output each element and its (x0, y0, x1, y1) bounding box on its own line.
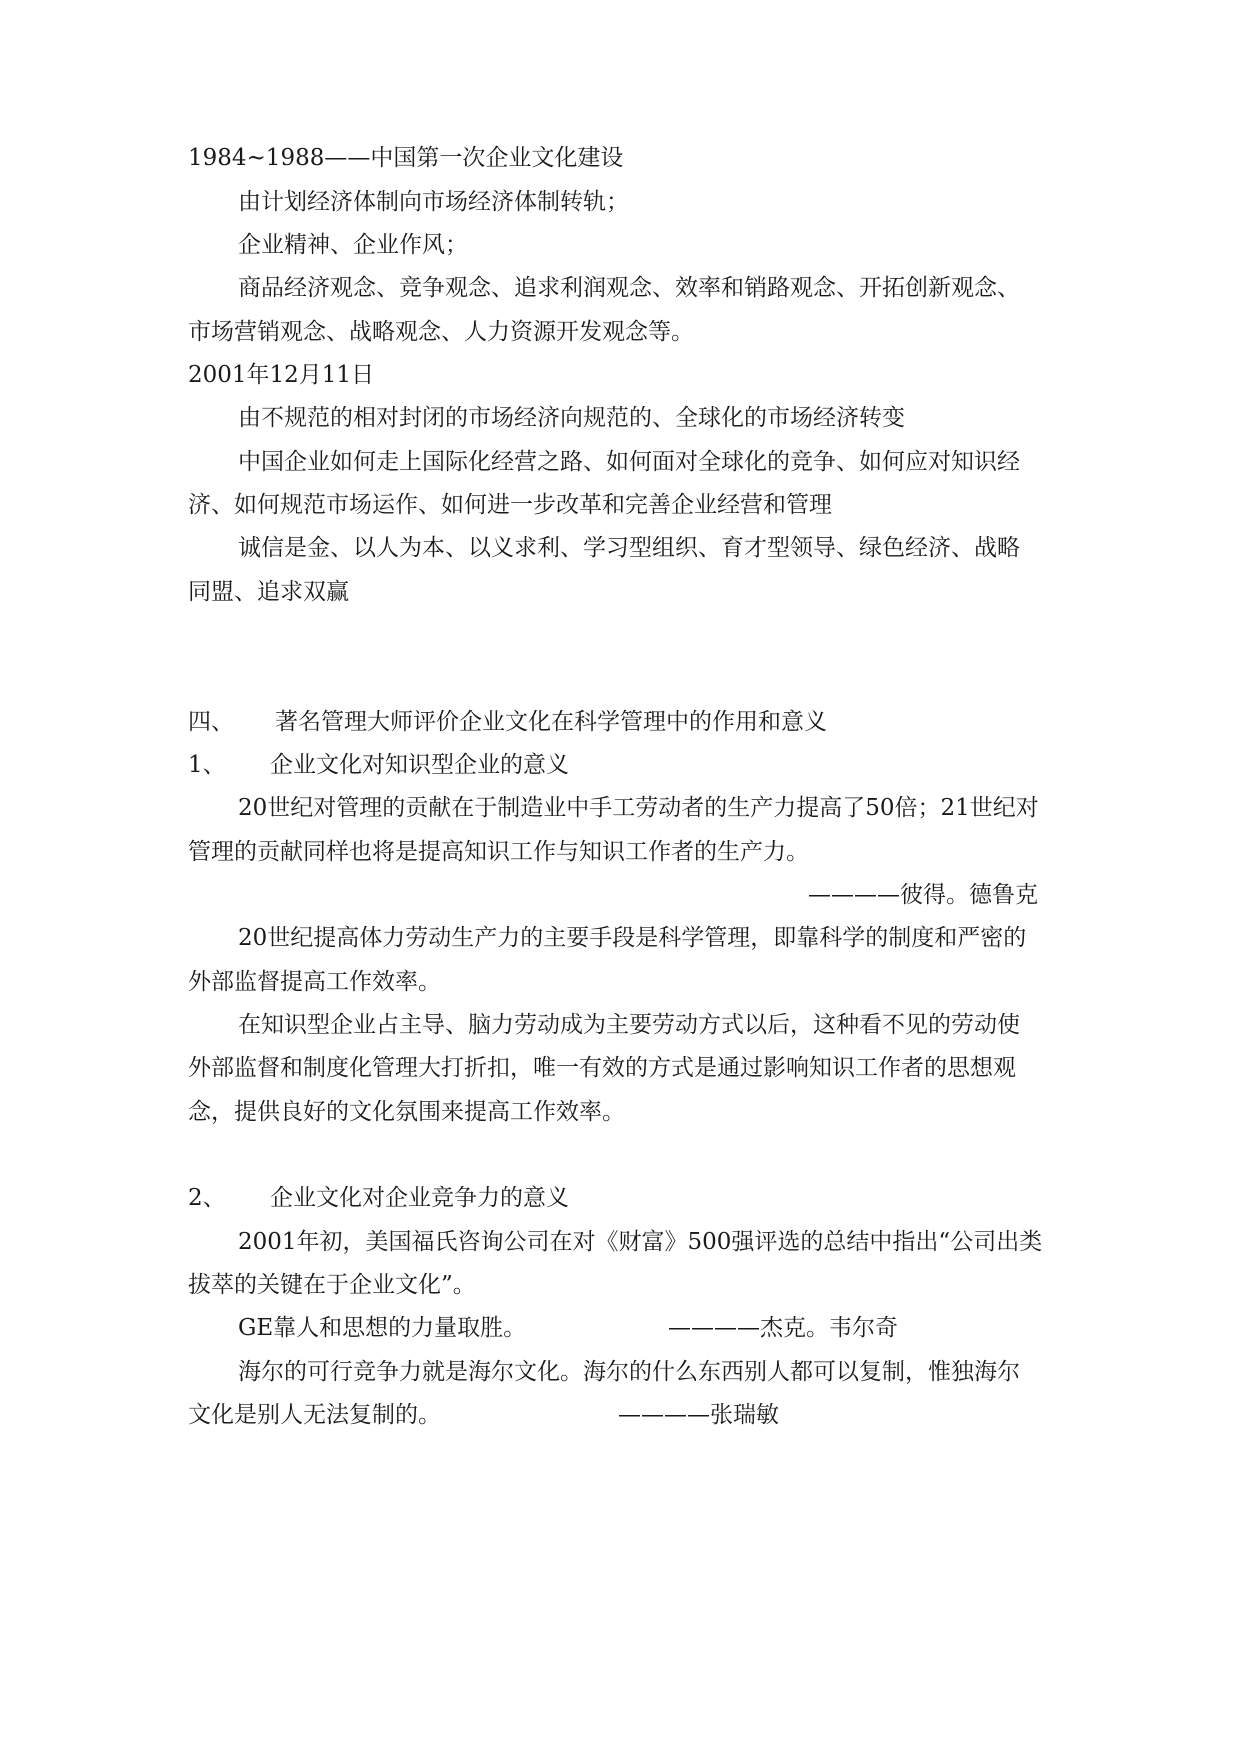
attribution-zhang: ————张瑞敏 (618, 1402, 779, 1428)
paragraph: 中国企业如何走上国际化经营之路、如何面对全球化的竞争、如何应对知识经 (238, 449, 1020, 475)
paragraph-continuation: 市场营销观念、战略观念、人力资源开发观念等。 (188, 319, 694, 345)
paragraph-continuation: 外部监督提高工作效率。 (188, 969, 441, 995)
paragraph-continuation: 同盟、追求双赢 (188, 579, 349, 605)
paragraph: 在知识型企业占主导、脑力劳动成为主要劳动方式以后，这种看不见的劳动使 (238, 1012, 1020, 1038)
paragraph: 20世纪对管理的贡献在于制造业中手工劳动者的生产力提高了50倍；21世纪对 (238, 795, 1039, 821)
sub2-title: 企业文化对企业竞争力的意义 (270, 1185, 569, 1211)
paragraph-continuation: 外部监督和制度化管理大打折扣，唯一有效的方式是通过影响知识工作者的思想观 (188, 1055, 1016, 1081)
paragraph-continuation: 济、如何规范市场运作、如何进一步改革和完善企业经营和管理 (188, 492, 832, 518)
sub1-title: 企业文化对知识型企业的意义 (270, 752, 569, 778)
paragraph-continuation: 念，提供良好的文化氛围来提高工作效率。 (188, 1099, 625, 1125)
section-four-number: 四、 (188, 709, 234, 735)
paragraph: 20世纪提高体力劳动生产力的主要手段是科学管理，即靠科学的制度和严密的 (238, 925, 1027, 951)
section-2001-heading: 2001年12月11日 (188, 362, 375, 388)
paragraph: 企业精神、企业作风； (238, 232, 468, 258)
section-four-title: 著名管理大师评价企业文化在科学管理中的作用和意义 (275, 709, 827, 735)
paragraph: 商品经济观念、竞争观念、追求利润观念、效率和销路观念、开拓创新观念、 (238, 275, 1020, 301)
paragraph: 由不规范的相对封闭的市场经济向规范的、全球化的市场经济转变 (238, 405, 905, 431)
sub1-number: 1、 (188, 752, 226, 778)
paragraph: GE靠人和思想的力量取胜。 (238, 1315, 527, 1341)
paragraph: 由计划经济体制向市场经济体制转轨； (238, 189, 629, 215)
attribution-drucker: ————彼得。德鲁克 (808, 882, 1038, 908)
paragraph: 海尔的可行竞争力就是海尔文化。海尔的什么东西别人都可以复制，惟独海尔 (238, 1359, 1020, 1385)
paragraph-continuation: 管理的贡献同样也将是提高知识工作与知识工作者的生产力。 (188, 839, 809, 865)
paragraph: 2001年初，美国福氏咨询公司在对《财富》500强评选的总结中指出“公司出类 (238, 1229, 1043, 1255)
section-1984-heading: 1984~1988——中国第一次企业文化建设 (188, 145, 624, 171)
paragraph: 诚信是金、以人为本、以义求利、学习型组织、育才型领导、绿色经济、战略 (238, 535, 1020, 561)
paragraph-continuation: 拔萃的关键在于企业文化”。 (188, 1272, 476, 1298)
paragraph-continuation: 文化是别人无法复制的。 (188, 1402, 441, 1428)
sub2-number: 2、 (188, 1185, 226, 1211)
attribution-welch: ————杰克。韦尔奇 (668, 1315, 898, 1341)
